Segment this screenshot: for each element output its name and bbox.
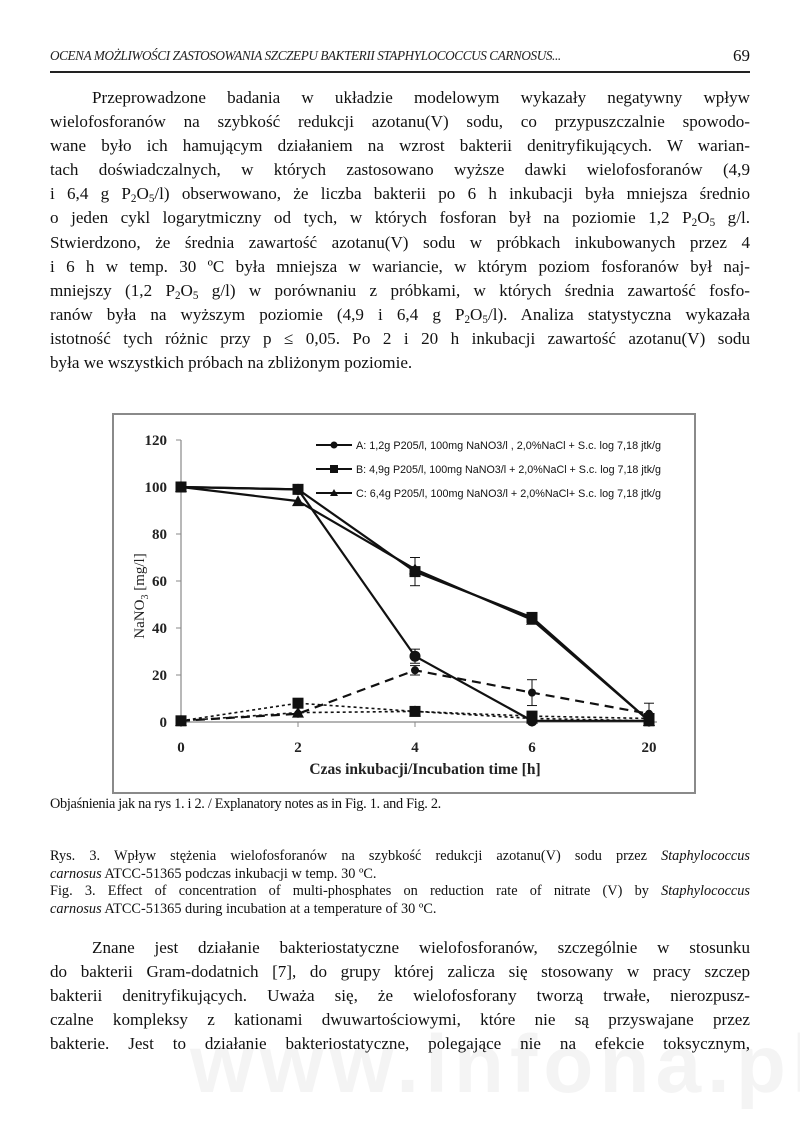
x-tick-label: 6 [528,740,536,756]
y-axis-label: NaNO$_3$ [mg/l] [132,553,151,639]
figure-note: Objaśnienia jak na rys 1. i 2. / Explanatory notes as in Fig. 1. and Fig. 2. [50,796,441,812]
caption-en-line-2 [50,901,750,919]
text-line: istotność tych różnic przy p ≤ 0,05. Po 2 i 20 h inkubacji zawartość azotanu(V) sodu [50,328,750,348]
text-run: /l) obserwowano, że liczba bakterii po 6 h inkubacji była mniejsza średnio [154,184,751,204]
caption-text: ATCC-51365 during incubation at a temperature of 30 ºC. [101,900,437,917]
text-run: i 6,4 g P [50,184,131,204]
series-line-nitrate-2 [181,487,649,721]
y-tick-label: 80 [152,527,167,543]
x-tick-label: 2 [294,740,302,756]
caption-text: Rys. 3. Wpływ stężenia wielofosforanów na szybkość redukcji azotanu(V) sodu przez [50,848,662,864]
text-line: wielofosforanów na szybkość redukcji azotanu(V) sodu, co przypuszczalnie spowodo- [50,112,750,132]
text-run: mniejszy (1,2 P [50,280,175,300]
watermark [190,1018,800,1112]
text-line [50,206,750,230]
x-axis-label: Czas inkubacji/Incubation time [h] [309,761,541,778]
y-tick-label: 60 [152,574,167,590]
text-line: wane było ich hamującym działaniem na wzrost bakterii denitryfikujących. W warian- [50,136,750,156]
data-point [293,484,304,495]
text-run: g/l. [715,208,750,228]
subscript: 5 [148,193,155,206]
text-run: /l). Analiza statystyczna wykazała [487,304,750,324]
text-line: i 6 h w temp. 30 ºC była mniejsza w wariancie, w którym poziom fosforanów był naj- [50,256,750,276]
data-point [528,689,536,697]
text-run: g/l) w porównaniu z próbkami, w których średnia zawartość fosfo- [198,280,750,300]
x-tick-label: 20 [641,740,657,756]
running-head [50,46,750,68]
data-point [411,666,419,674]
figure-caption [50,848,750,918]
series-line-nitrate-0 [181,487,649,721]
caption-text: ATCC-51365 podczas inkubacji w temp. 30 ºC. [101,865,377,882]
text-line: Znane jest działanie bakteriostatyczne wielofosforanów, szczególnie w stosunku [92,938,750,957]
caption-species: carnosus [50,900,102,917]
legend-marker-square [330,465,338,473]
legend-marker-circle [331,442,338,449]
legend-label: A: 1,2g P205/l, 100mg NaNO3/l , 2,0%NaCl + S.c. log 7,18 jtk/g [356,440,661,452]
y-tick-label: 120 [144,433,167,449]
text-line [50,182,750,206]
caption-species: Staphylococcus [661,848,750,864]
text-line: była we wszystkich próbach na zbliżonym poziomie. [50,353,413,373]
y-tick-label: 100 [144,480,167,496]
paragraph-results [50,86,750,375]
x-tick-label: 0 [177,740,185,756]
text-run: O [697,208,710,228]
caption-text: Fig. 3. Effect of concentration of multi-phosphates on reduction rate of nitrate (V) by [50,883,662,900]
data-point [410,651,421,662]
subscript: 2 [174,289,181,302]
text-run: O [470,304,483,324]
text-line: tach doświadczalnych, w których zastosowano wyższe dawki wielofosforanów (4,9 [50,160,750,180]
caption-species: carnosus [50,865,102,882]
x-tick-label: 4 [411,740,419,756]
text-line: bakterii denitryfikujących. Uważa się, że wielofosforany tworzą trwałe, nierozpusz- [50,986,750,1006]
text-line: Stwierdzono, że średnia zawartość azotanu(V) sodu w próbkach inkubowanych przez 4 [50,232,750,252]
y-tick-label: 40 [152,621,167,637]
caption-en-line-1 [50,883,750,901]
caption-pl-line-2 [50,866,750,884]
running-title: OCENA MOŻLIWOŚCI ZASTOSOWANIA SZCZEPU BAKTERII STAPHYLOCOCCUS CARNOSUS... [50,48,561,63]
text-run: O [180,280,193,300]
text-line: Przeprowadzone badania w układzie modelowym wykazały negatywny wpływ [92,88,750,107]
series-line-nitrate-1 [181,487,649,721]
text-line: bakterie. Jest to działanie bakteriostatyczne, polegające nie na efekcie toksycznym, [50,1034,750,1054]
subscript: 2 [691,217,698,230]
text-line [50,279,750,303]
subscript: 5 [709,217,716,230]
text-run: ranów była na wyższym poziomie (4,9 i 6,4 g P [50,304,465,324]
subscript: 2 [464,313,471,326]
subscript: 5 [192,289,199,302]
text-line: czalne kompleksy z kationami dwuwartościowymi, które nie są przyswajane przez [50,1010,750,1030]
y-tick-label: 0 [159,715,167,731]
legend-label: B: 4,9g P205/l, 100mg NaNO3/l + 2,0%NaCl + S.c. log 7,18 jtk/g [356,464,661,476]
subscript: 5 [482,313,488,326]
caption-pl-line-1 [50,848,750,866]
subscript: 2 [130,193,137,206]
text-run: o jeden cykl logarytmiczny od tych, w których fosforan był na poziomie 1,2 P [50,208,692,228]
header-rule [50,71,750,73]
page-number: 69 [733,46,750,65]
figure-3-chart [112,413,696,794]
text-line [50,303,750,327]
legend-label: C: 6,4g P205/l, 100mg NaNO3/l + 2,0%NaCl+ S.c. log 7,18 jtk/g [356,488,661,500]
caption-species: Staphylococcus [661,883,750,900]
text-run: O [136,184,149,204]
y-tick-label: 20 [152,668,167,684]
text-line: do bakterii Gram-dodatnich [7], do grupy której zalicza się stosowany w pracy szczep [50,962,750,982]
chart-svg [114,415,694,792]
